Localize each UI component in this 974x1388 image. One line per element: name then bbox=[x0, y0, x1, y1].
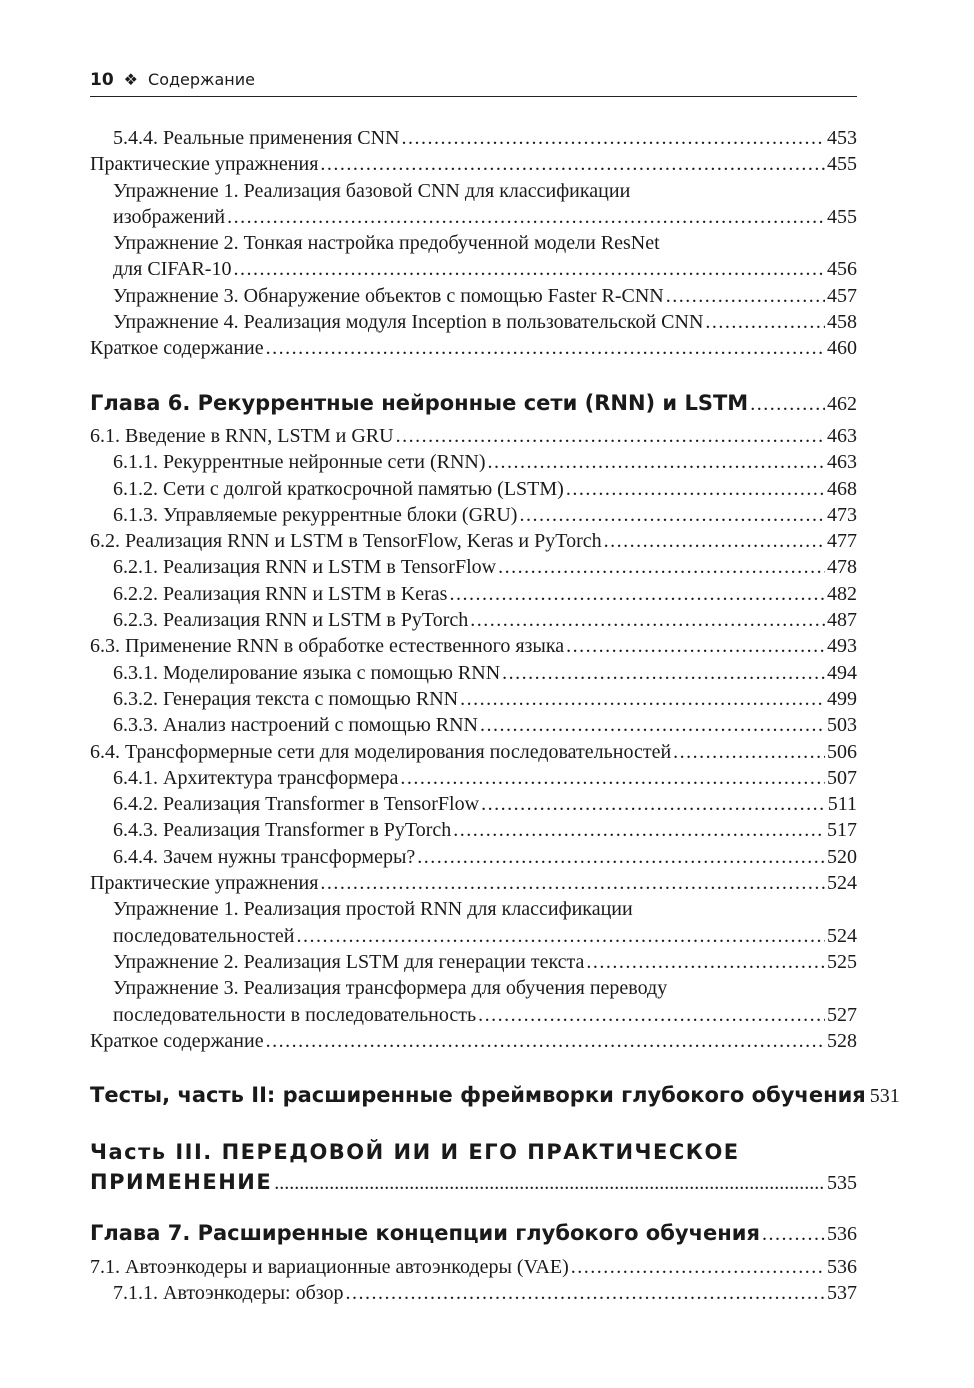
toc-entry: Упражнение 4. Реализация модуля Inception в пользовательской CNN ..... 458 bbox=[90, 309, 857, 335]
toc-entry: последовательности в последовательность ..... 527 bbox=[90, 1002, 857, 1028]
toc-entry: 6.3.2. Генерация текста с помощью RNN ..... 499 bbox=[90, 686, 857, 712]
table-of-contents bbox=[90, 125, 900, 1306]
toc-entry: Практические упражнения ..... 524 bbox=[90, 870, 857, 896]
toc-tests-heading: Тесты, часть II: расширенные фреймворки глубокого обучения 531 bbox=[90, 1083, 900, 1108]
toc-entry: 6.1. Введение в RNN, LSTM и GRU ..... 463 bbox=[90, 423, 857, 449]
header-rule bbox=[90, 96, 857, 97]
toc-entry: 6.2.1. Реализация RNN и LSTM в TensorFlow ..... 478 bbox=[90, 554, 857, 580]
toc-entry: последовательностей ..... 524 bbox=[90, 923, 857, 949]
toc-entry: Краткое содержание ..... 460 bbox=[90, 335, 857, 361]
toc-entry: 6.3.3. Анализ настроений с помощью RNN ..... 503 bbox=[90, 712, 857, 738]
toc-entry: для CIFAR-10 ..... 456 bbox=[90, 256, 857, 282]
toc-entry: 6.4.1. Архитектура трансформера ..... 507 bbox=[90, 765, 857, 791]
toc-part-heading-line: Часть III. ПЕРЕДОВОЙ ИИ И ЕГО ПРАКТИЧЕСКОЕ bbox=[90, 1140, 740, 1165]
toc-entry: 5.4.4. Реальные применения CNN ..... 453 bbox=[90, 125, 857, 151]
toc-entry: Упражнение 2. Реализация LSTM для генерации текста ..... 525 bbox=[90, 949, 857, 975]
toc-entry: Практические упражнения ..... 455 bbox=[90, 151, 857, 177]
toc-entry: изображений ..... 455 bbox=[90, 204, 857, 230]
toc-entry: 6.4.4. Зачем нужны трансформеры? ..... 520 bbox=[90, 844, 857, 870]
page-number: 10 bbox=[90, 70, 114, 90]
book-page bbox=[90, 70, 900, 1306]
toc-entry: 6.3.1. Моделирование языка с помощью RNN ..... 494 bbox=[90, 660, 857, 686]
toc-entry: Краткое содержание ..... 528 bbox=[90, 1028, 857, 1054]
running-header bbox=[90, 70, 857, 94]
toc-entry: 6.1.1. Рекуррентные нейронные сети (RNN) ..... 463 bbox=[90, 449, 857, 475]
toc-entry: 6.1.2. Сети с долгой краткосрочной памятью (LSTM) ..... 468 bbox=[90, 476, 857, 502]
ornament-icon: ❖ bbox=[123, 70, 139, 89]
toc-entry: 6.4.2. Реализация Transformer в TensorFlow ..... 511 bbox=[90, 791, 857, 817]
toc-entry: 6.3. Применение RNN в обработке естественного языка ..... 493 bbox=[90, 633, 857, 659]
toc-entry: 6.2.2. Реализация RNN и LSTM в Keras ..... 482 bbox=[90, 581, 857, 607]
toc-entry-line: Упражнение 2. Тонкая настройка предобученной модели ResNet bbox=[113, 232, 660, 255]
header-title: Содержание bbox=[148, 70, 255, 89]
toc-entry-line: Упражнение 1. Реализация базовой CNN для классификации bbox=[113, 179, 631, 202]
toc-entry: Упражнение 3. Обнаружение объектов с помощью Faster R-CNN ..... 457 bbox=[90, 283, 857, 309]
toc-entry: 6.4. Трансформерные сети для моделирования последовательностей ..... 506 bbox=[90, 739, 857, 765]
toc-entry: 7.1.1. Автоэнкодеры: обзор ..... 537 bbox=[90, 1280, 857, 1306]
toc-entry-line: Упражнение 1. Реализация простой RNN для классификации bbox=[113, 898, 633, 921]
toc-entry: 7.1. Автоэнкодеры и вариационные автоэнкодеры (VAE) ..... 536 bbox=[90, 1254, 857, 1280]
toc-entry: 6.4.3. Реализация Transformer в PyTorch ..... 517 bbox=[90, 817, 857, 843]
toc-entry: 6.2.3. Реализация RNN и LSTM в PyTorch ..... 487 bbox=[90, 607, 857, 633]
toc-chapter-heading: Глава 6. Рекуррентные нейронные сети (RNN) и LSTM ..... 462 bbox=[90, 390, 857, 417]
toc-entry-line: Упражнение 3. Реализация трансформера для обучения переводу bbox=[113, 977, 668, 1000]
toc-part-heading: ПРИМЕНЕНИЕ ..... 535 bbox=[90, 1167, 857, 1198]
toc-entry: 6.1.3. Управляемые рекуррентные блоки (GRU) ..... 473 bbox=[90, 502, 857, 528]
toc-entry: 6.2. Реализация RNN и LSTM в TensorFlow, Keras и PyTorch ..... 477 bbox=[90, 528, 857, 554]
toc-chapter-heading: Глава 7. Расширенные концепции глубокого обучения ..... 536 bbox=[90, 1220, 857, 1247]
